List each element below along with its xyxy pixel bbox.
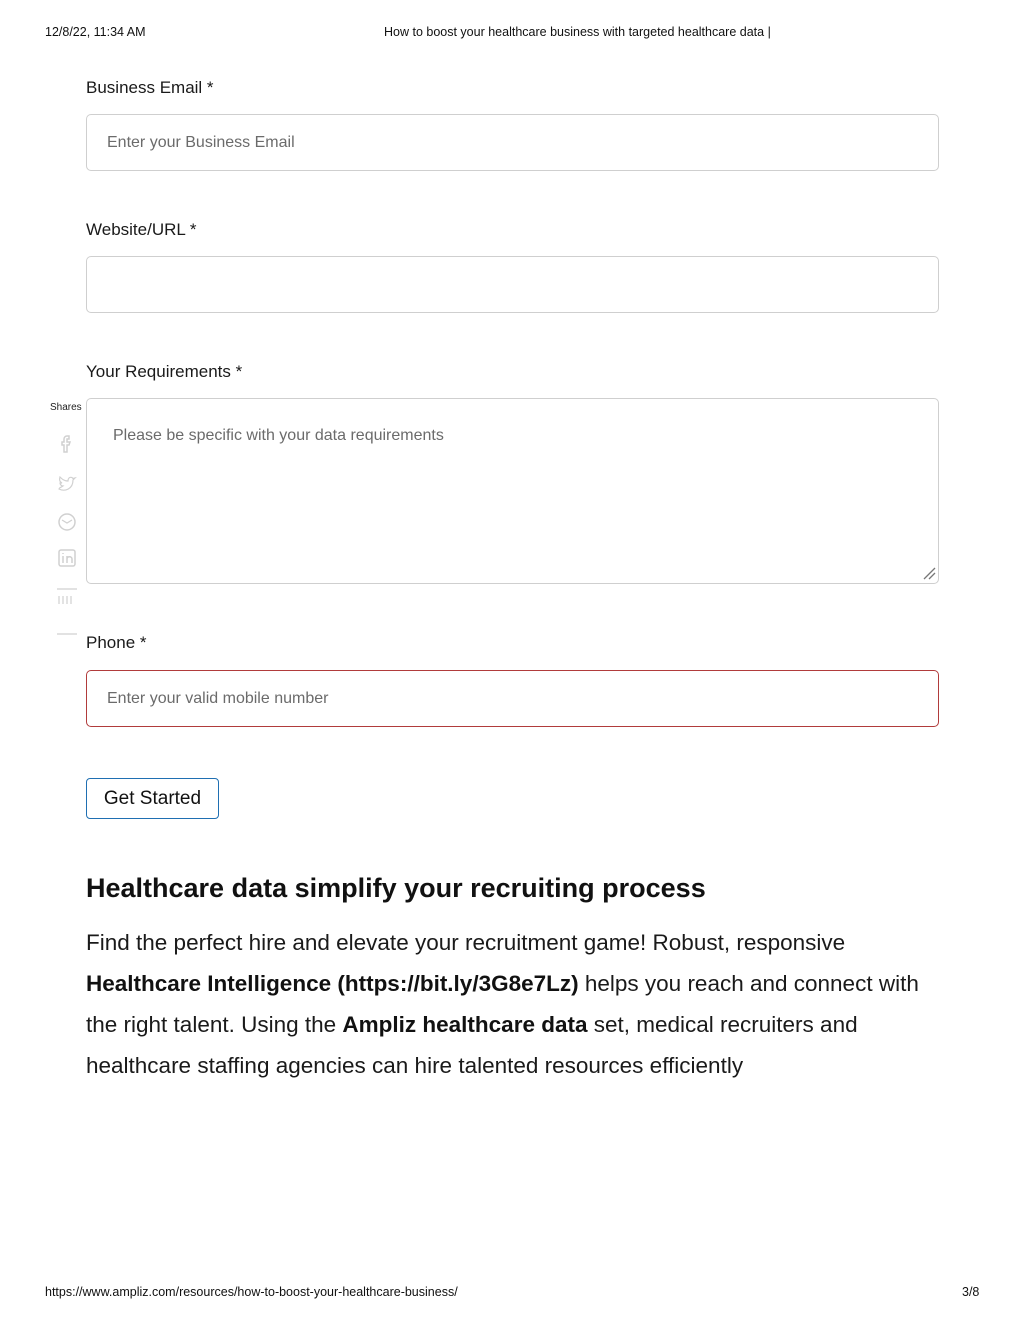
get-started-button[interactable]: Get Started (86, 778, 219, 819)
more-icon[interactable] (57, 624, 77, 644)
email-icon[interactable] (57, 512, 77, 532)
linkedin-icon[interactable] (57, 548, 77, 568)
ampliz-healthcare-data-text: Ampliz healthcare data (342, 1012, 588, 1037)
business-email-input[interactable] (86, 114, 939, 171)
print-date: 12/8/22, 11:34 AM (45, 25, 146, 39)
print-url: https://www.ampliz.com/resources/how-to-boost-your-healthcare-business/ (45, 1285, 458, 1299)
paragraph-text: helps you reach and connect with the right talent. Using the (86, 971, 919, 1037)
requirements-textarea[interactable] (86, 398, 939, 584)
website-url-input[interactable] (86, 256, 939, 313)
requirements-label: Your Requirements * (86, 362, 243, 381)
business-email-label: Business Email * (86, 78, 214, 97)
print-page-title: How to boost your healthcare business with targeted healthcare data | (384, 25, 771, 39)
paragraph-text: set, medical recruiters and healthcare staffing agencies can hire talented resources efficiently (86, 1012, 858, 1078)
resize-grip-icon[interactable] (922, 566, 936, 580)
section-paragraph (86, 922, 946, 1086)
facebook-icon[interactable] (57, 434, 77, 454)
share-count-icon (57, 588, 77, 608)
website-url-label: Website/URL * (86, 220, 197, 239)
print-page-number: 3/8 (962, 1285, 980, 1299)
phone-label: Phone * (86, 633, 147, 652)
shares-label: Shares (50, 402, 82, 413)
phone-input[interactable] (86, 670, 939, 727)
healthcare-intelligence-link[interactable]: Healthcare Intelligence (https://bit.ly/3G8e7Lz) (86, 971, 579, 996)
twitter-icon[interactable] (57, 474, 77, 494)
paragraph-text: Find the perfect hire and elevate your recruitment game! Robust, responsive (86, 930, 846, 955)
section-heading: Healthcare data simplify your recruiting process (86, 873, 706, 903)
